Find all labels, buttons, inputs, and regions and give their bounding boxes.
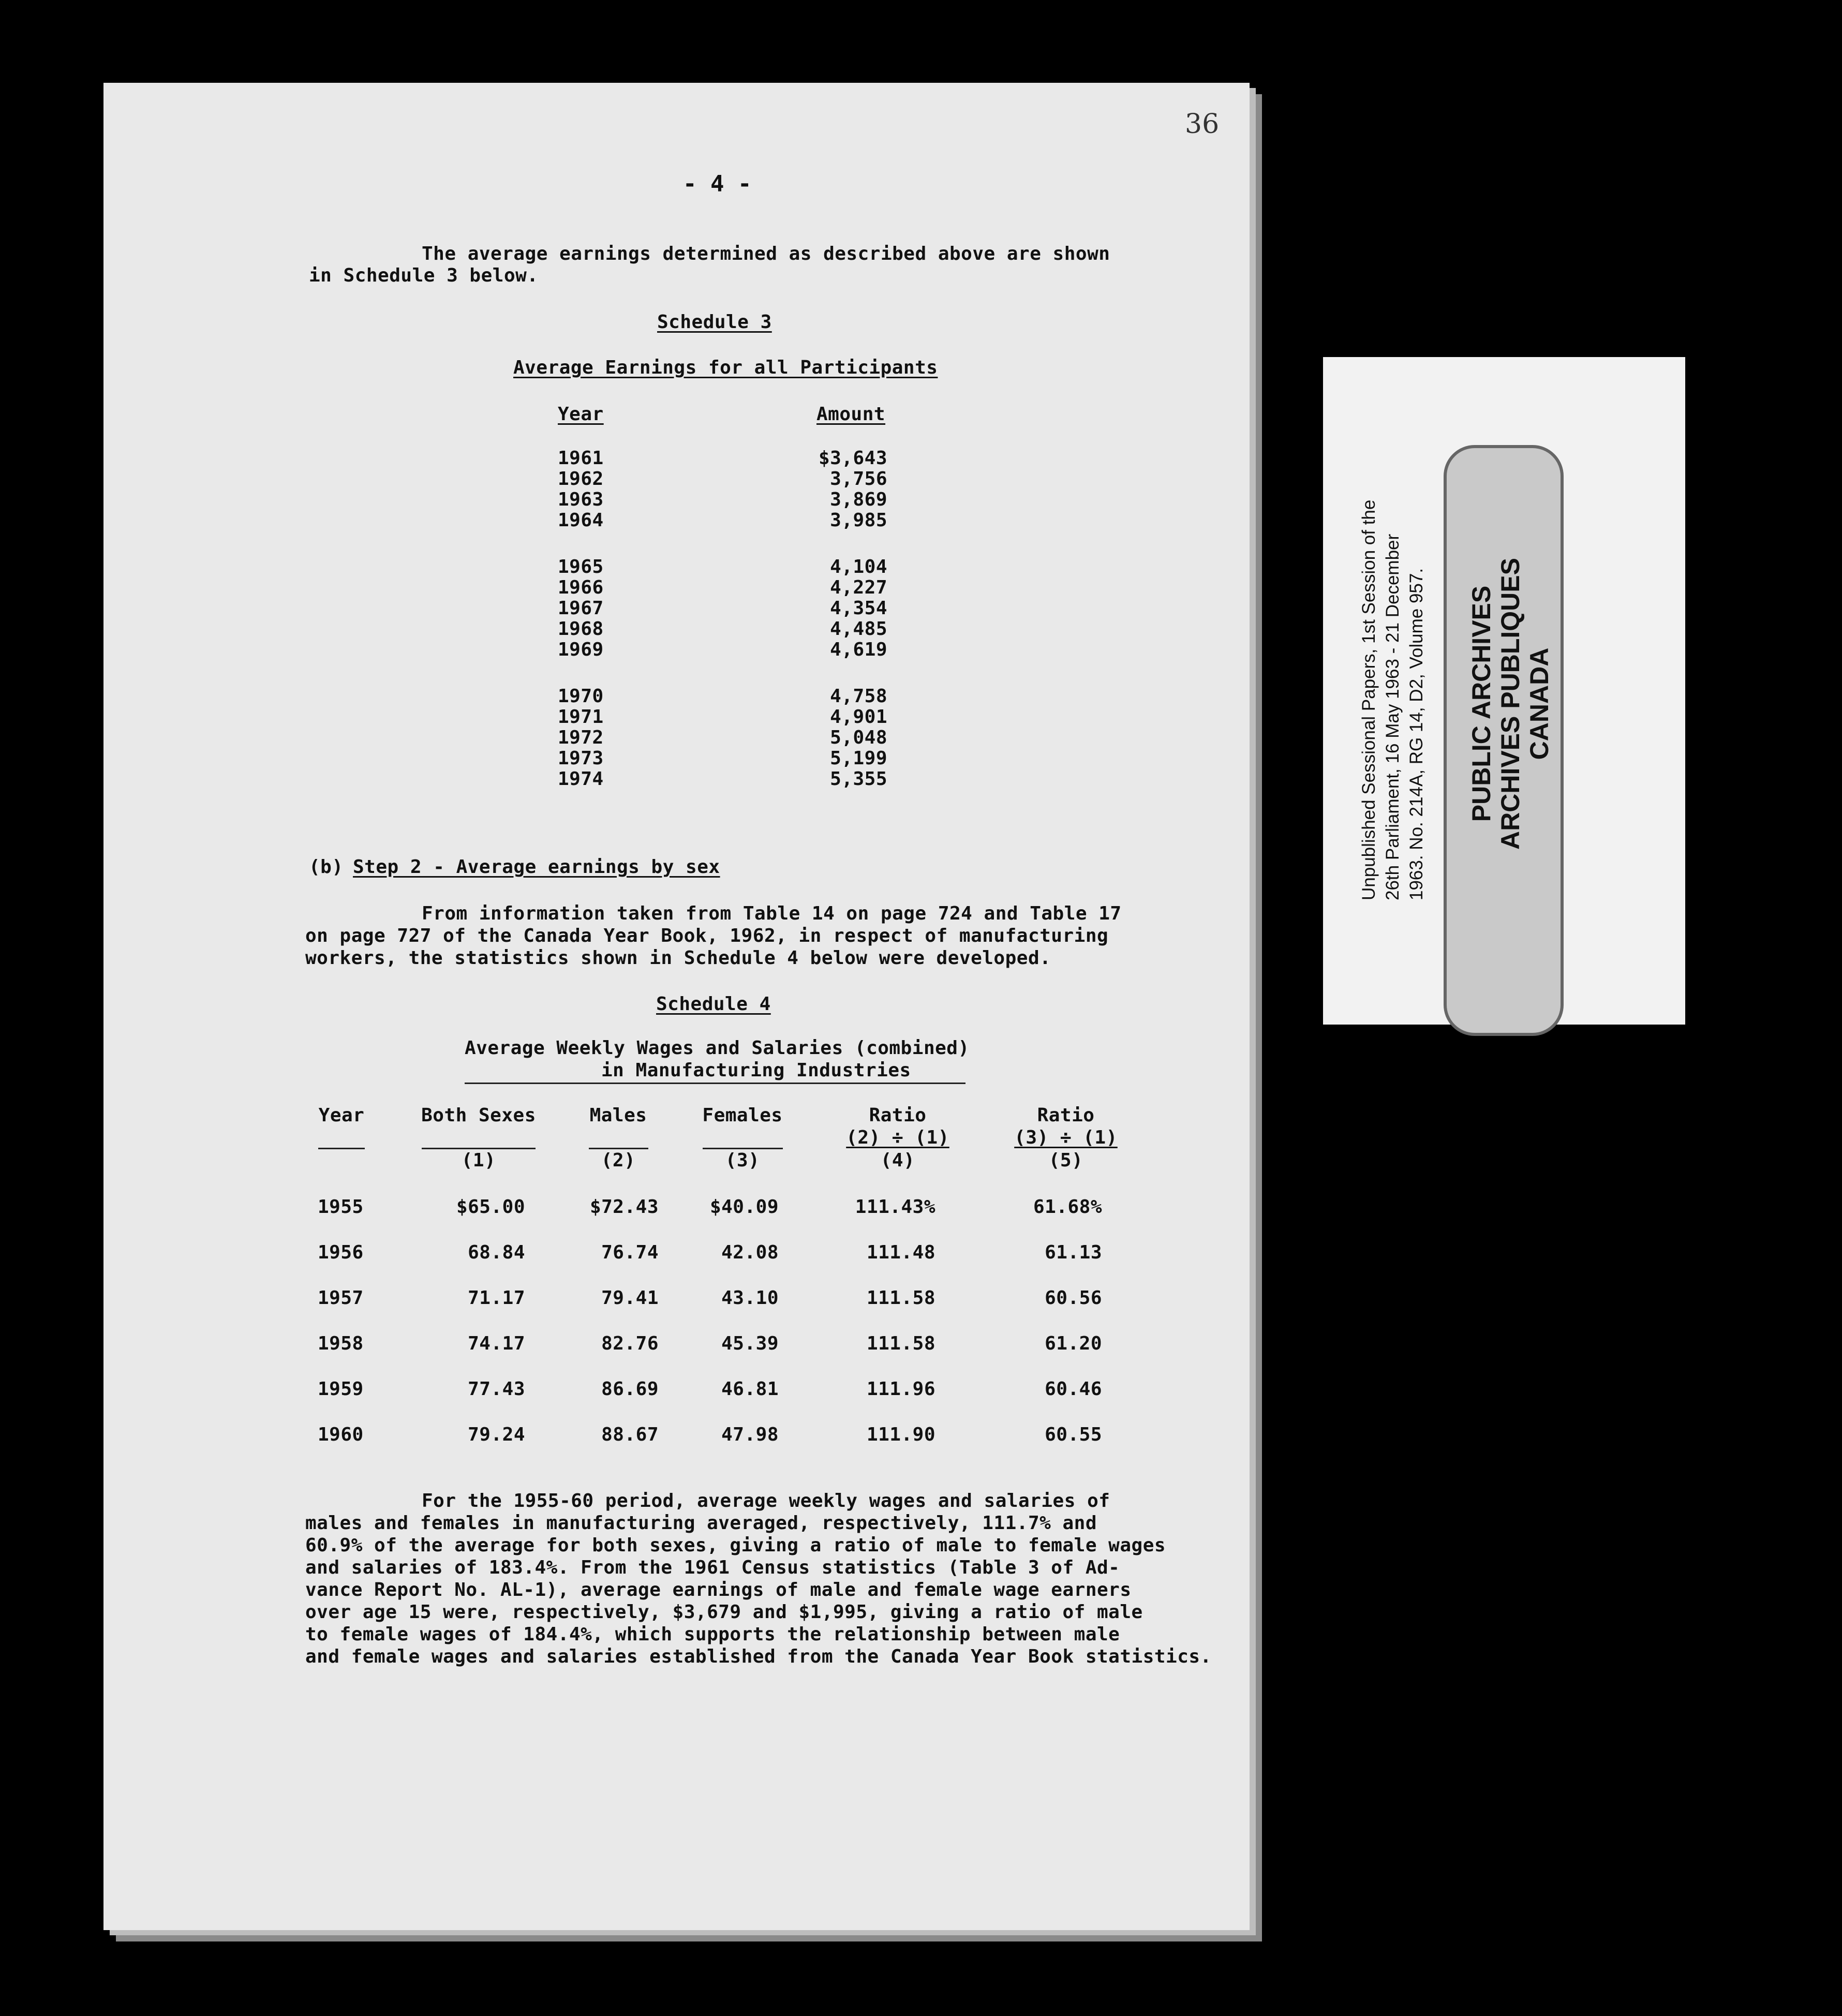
schedule3-year: 1964 <box>558 510 604 531</box>
intro-line-2: in Schedule 3 below. <box>309 265 539 286</box>
schedule3-amount: 4,227 <box>830 577 887 598</box>
schedule4-cell-both-sexes: 77.43 <box>468 1378 525 1400</box>
schedule4-col-number: (2) <box>601 1150 636 1171</box>
schedule3-amount: 4,619 <box>830 639 887 660</box>
schedule4-col-rule <box>589 1148 648 1149</box>
schedule4-cell-ratio-females: 60.46 <box>1045 1378 1102 1400</box>
closing-line: and female wages and salaries established from the Canada Year Book statistics. <box>305 1646 1212 1667</box>
closing-line: and salaries of 183.4%. From the 1961 Census statistics (Table 3 of Ad- <box>305 1557 1120 1578</box>
schedule4-col-rule <box>318 1148 365 1149</box>
schedule4-cell-year: 1955 <box>318 1196 364 1218</box>
schedule4-cell-females: 45.39 <box>721 1333 779 1354</box>
schedule4-col-label: Males <box>589 1105 647 1126</box>
schedule4-title-rule <box>465 1083 965 1084</box>
schedule3-year: 1973 <box>558 748 604 769</box>
step2-para-line-1: From information taken from Table 14 on page 724 and Table 17 <box>422 903 1122 924</box>
archive-line-3: 1963. No. 214A, RG 14, D2, Volume 957. <box>1406 568 1427 900</box>
schedule4-cell-both-sexes: 68.84 <box>468 1242 525 1263</box>
schedule4-col-rule <box>703 1148 783 1149</box>
schedule4-cell-males: $72.43 <box>589 1196 659 1218</box>
schedule4-cell-ratio-females: 61.68% <box>1033 1196 1102 1218</box>
schedule4-cell-year: 1960 <box>318 1424 364 1445</box>
archive-reference-text <box>1357 500 1429 900</box>
schedule4-cell-ratio-males: 111.48 <box>866 1242 935 1263</box>
schedule3-year: 1962 <box>558 468 604 490</box>
schedule3-year: 1970 <box>558 686 604 707</box>
schedule4-cell-both-sexes: 74.17 <box>468 1333 525 1354</box>
intro-line-1: The average earnings determined as described above are shown <box>422 243 1110 264</box>
schedule4-cell-ratio-males: 111.58 <box>866 1333 935 1354</box>
schedule3-year: 1967 <box>558 598 604 619</box>
archive-stamp-text <box>1467 517 1554 890</box>
step2-title: Step 2 - Average earnings by sex <box>353 856 720 878</box>
schedule3-amount: 5,199 <box>830 748 887 769</box>
schedule4-col-label: Both Sexes <box>421 1105 536 1126</box>
schedule4-cell-males: 76.74 <box>601 1242 659 1263</box>
schedule3-amount: 3,756 <box>830 468 887 490</box>
closing-line: to female wages of 184.4%, which supports the relationship between male <box>305 1624 1120 1645</box>
schedule3-amount: 5,355 <box>830 768 887 790</box>
closing-line: 60.9% of the average for both sexes, giving a ratio of male to female wages <box>305 1535 1166 1556</box>
schedule3-amount: 4,901 <box>830 706 887 728</box>
schedule4-cell-females: 43.10 <box>721 1287 779 1309</box>
handwritten-page-number: 36 <box>1185 109 1220 140</box>
schedule4-cell-year: 1956 <box>318 1242 364 1263</box>
schedule4-cell-ratio-males: 111.58 <box>866 1287 935 1309</box>
schedule4-cell-females: 47.98 <box>721 1424 779 1445</box>
schedule3-year: 1972 <box>558 727 604 748</box>
schedule4-col-label: Females <box>702 1105 783 1126</box>
schedule3-year: 1965 <box>558 556 604 577</box>
schedule3-year: 1969 <box>558 639 604 660</box>
schedule4-col-label: Year <box>318 1105 365 1126</box>
schedule4-cell-males: 88.67 <box>601 1424 659 1445</box>
archive-line-1: Unpublished Sessional Papers, 1st Session of the <box>1359 499 1379 900</box>
schedule4-cell-females: 46.81 <box>721 1378 779 1400</box>
schedule4-cell-both-sexes: 79.24 <box>468 1424 525 1445</box>
schedule3-amount: 5,048 <box>830 727 887 748</box>
schedule4-col-number: (5) <box>1048 1150 1083 1171</box>
schedule3-col-amount: Amount <box>816 404 886 425</box>
step2-label: (b) <box>309 856 344 878</box>
schedule4-col-number: (3) <box>725 1150 760 1171</box>
schedule3-amount: 3,985 <box>830 510 887 531</box>
schedule3-year: 1961 <box>558 448 604 469</box>
schedule4-cell-ratio-females: 61.13 <box>1045 1242 1102 1263</box>
stamp-line-3: CANADA <box>1525 647 1554 760</box>
schedule4-heading: Schedule 4 <box>656 994 771 1015</box>
schedule4-cell-ratio-females: 61.20 <box>1045 1333 1102 1354</box>
schedule3-year: 1966 <box>558 577 604 598</box>
schedule3-amount: 4,104 <box>830 556 887 577</box>
closing-line: males and females in manufacturing averaged, respectively, 111.7% and <box>305 1513 1097 1534</box>
archive-line-2: 26th Parliament, 16 May 1963 - 21 December <box>1383 533 1403 900</box>
schedule4-col-label: Ratio <box>1037 1105 1095 1126</box>
closing-line: over age 15 were, respectively, $3,679 and $1,995, giving a ratio of male <box>305 1602 1143 1623</box>
closing-line: vance Report No. AL-1), average earnings of male and female wage earners <box>305 1579 1132 1600</box>
step2-para-line-3: workers, the statistics shown in Schedule 4 below were developed. <box>305 947 1051 969</box>
schedule4-col-number: (1) <box>461 1150 496 1171</box>
schedule4-title-line-1: Average Weekly Wages and Salaries (combined) <box>465 1037 970 1059</box>
schedule4-cell-year: 1959 <box>318 1378 364 1400</box>
schedule4-cell-ratio-males: 111.43% <box>855 1196 935 1218</box>
schedule4-col-formula: (3) ÷ (1) <box>1014 1127 1118 1148</box>
schedule4-cell-ratio-females: 60.55 <box>1045 1424 1102 1445</box>
schedule3-amount: 4,354 <box>830 598 887 619</box>
schedule3-col-year: Year <box>558 404 604 425</box>
stamp-line-2: ARCHIVES PUBLIQUES <box>1496 558 1525 850</box>
schedule4-cell-both-sexes: $65.00 <box>456 1196 525 1218</box>
schedule3-year: 1968 <box>558 618 604 640</box>
schedule3-year: 1974 <box>558 768 604 790</box>
closing-line: For the 1955-60 period, average weekly wages and salaries of <box>422 1490 1110 1511</box>
schedule3-year: 1963 <box>558 489 604 510</box>
schedule3-title: Average Earnings for all Participants <box>513 357 938 378</box>
page-number: - 4 - <box>683 171 752 197</box>
schedule4-cell-males: 82.76 <box>601 1333 659 1354</box>
schedule4-cell-ratio-males: 111.90 <box>866 1424 935 1445</box>
schedule4-cell-females: 42.08 <box>721 1242 779 1263</box>
schedule3-amount: 4,485 <box>830 618 887 640</box>
step2-para-line-2: on page 727 of the Canada Year Book, 1962, in respect of manufacturing <box>305 925 1109 946</box>
schedule3-heading: Schedule 3 <box>657 312 772 333</box>
schedule4-cell-males: 79.41 <box>601 1287 659 1309</box>
stamp-line-1: PUBLIC ARCHIVES <box>1467 585 1496 822</box>
schedule4-title-line-2: in Manufacturing Industries <box>601 1060 911 1081</box>
schedule4-col-number: (4) <box>880 1150 915 1171</box>
schedule3-amount: 4,758 <box>830 686 887 707</box>
schedule4-col-rule <box>422 1148 536 1149</box>
schedule4-cell-year: 1958 <box>318 1333 364 1354</box>
schedule4-col-formula: (2) ÷ (1) <box>846 1127 949 1148</box>
schedule4-cell-females: $40.09 <box>709 1196 779 1218</box>
schedule4-cell-ratio-males: 111.96 <box>866 1378 935 1400</box>
schedule4-cell-males: 86.69 <box>601 1378 659 1400</box>
schedule4-cell-ratio-females: 60.56 <box>1045 1287 1102 1309</box>
schedule4-cell-both-sexes: 71.17 <box>468 1287 525 1309</box>
schedule3-amount: 3,869 <box>830 489 887 510</box>
schedule3-amount: $3,643 <box>818 448 887 469</box>
schedule3-year: 1971 <box>558 706 604 728</box>
schedule4-col-label: Ratio <box>869 1105 927 1126</box>
schedule4-cell-year: 1957 <box>318 1287 364 1309</box>
